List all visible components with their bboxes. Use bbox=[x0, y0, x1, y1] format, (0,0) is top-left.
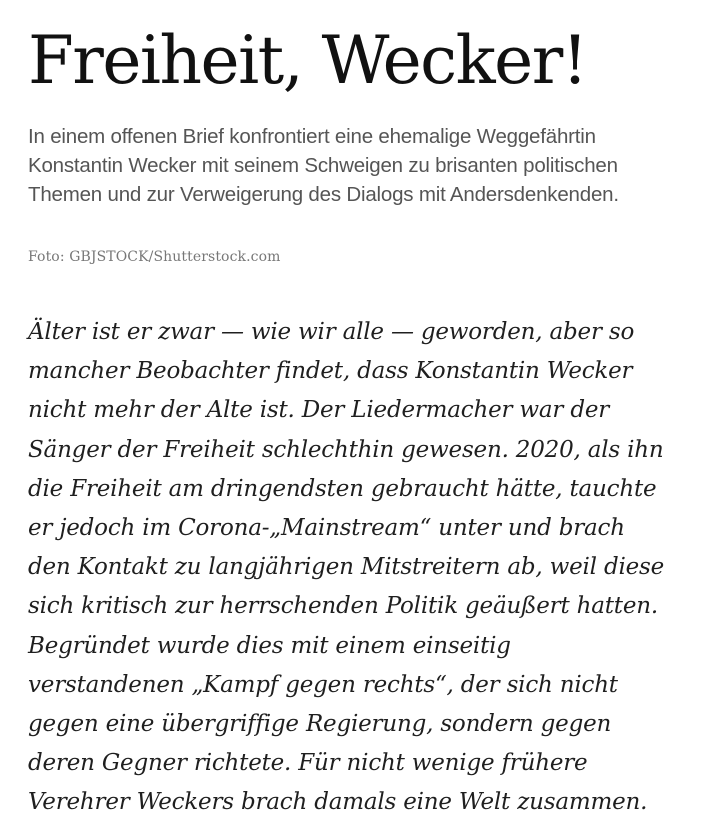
body-line: den Kontakt zu langjährigen Mitstreitern ab, weil diese bbox=[28, 554, 665, 581]
body-line: er jedoch im Corona-„Mainstream“ unter und brach bbox=[28, 515, 625, 542]
body-line: Älter ist er zwar — wie wir alle — geworden, aber so bbox=[28, 319, 635, 345]
article-body-paragraph bbox=[28, 313, 717, 823]
article-lead: In einem offenen Brief konfrontiert eine ehemalige Weggefährtin Konstantin Wecker mit seinem Schweigen zu brisanten politischen Themen und zur Verweigerung des Dialogs mit Andersdenkenden. bbox=[28, 125, 619, 206]
body-line: Verehrer Weckers brach damals eine Welt zusammen. bbox=[28, 789, 648, 816]
photo-credit: Foto: GBJSTOCK/Shutterstock.com bbox=[28, 249, 281, 265]
body-line: sich kritisch zur herrschenden Politik geäußert hatten. bbox=[28, 593, 658, 620]
body-line: nicht mehr der Alte ist. Der Liedermacher war der bbox=[28, 397, 610, 424]
body-line: verstandenen „Kampf gegen rechts“, der sich nicht bbox=[28, 671, 618, 698]
body-line: gegen eine übergriffige Regierung, sondern gegen bbox=[28, 711, 612, 738]
article-headline: Freiheit, Wecker! bbox=[28, 22, 587, 99]
body-line: deren Gegner richtete. Für nicht wenige frühere bbox=[28, 750, 588, 777]
body-line: mancher Beobachter findet, dass Konstantin Wecker bbox=[28, 358, 633, 385]
article bbox=[28, 0, 717, 823]
body-line: Sänger der Freiheit schlechthin gewesen. 2020, als ihn bbox=[28, 436, 664, 463]
body-line: die Freiheit am dringendsten gebraucht hätte, tauchte bbox=[28, 475, 657, 502]
body-line: Begründet wurde dies mit einem einseitig bbox=[28, 632, 511, 659]
